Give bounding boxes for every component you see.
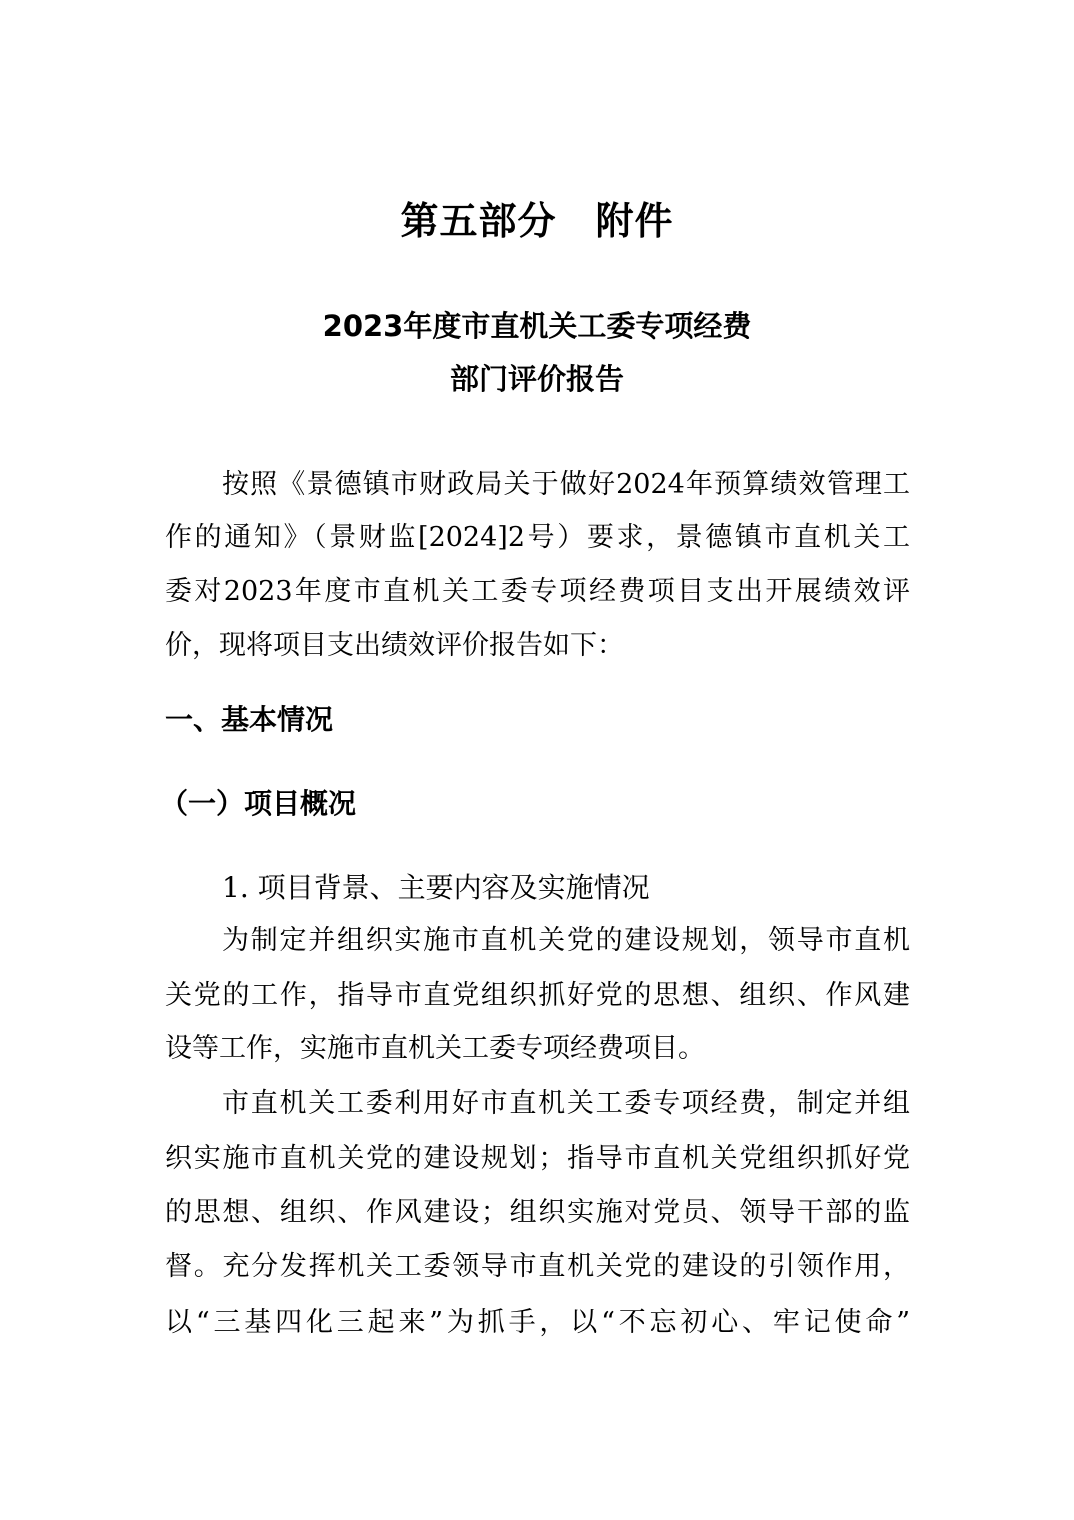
report-title-line-2: 部门评价报告 xyxy=(449,362,624,396)
intro-line: 委对2023年度市直机关工委专项经费项目支出开展绩效评 xyxy=(165,576,910,607)
body-line: 关党的工作，指导市直党组织抓好党的思想、组织、作风建 xyxy=(165,980,910,1011)
body-line: 织实施市直机关党的建设规划；指导市直机关党组织抓好党 xyxy=(165,1143,910,1174)
body-line: 的思想、组织、作风建设；组织实施对党员、领导干部的监 xyxy=(165,1197,910,1228)
intro-line: 按照《景德镇市财政局关于做好2024年预算绩效管理工 xyxy=(222,469,910,500)
intro-line: 作的通知》（景财监[2024]2号）要求，景德镇市直机关工 xyxy=(165,522,910,553)
body-line: 督。充分发挥机关工委领导市直机关党的建设的引领作用， xyxy=(165,1251,910,1282)
section-title: 第五部分 附件 xyxy=(400,199,674,243)
intro-line: 价，现将项目支出绩效评价报告如下： xyxy=(165,630,624,661)
heading-project-background: 1. 项目背景、主要内容及实施情况 xyxy=(222,871,650,904)
body-line: 市直机关工委利用好市直机关工委专项经费，制定并组 xyxy=(222,1088,910,1119)
heading-project-overview: （一）项目概况 xyxy=(160,787,357,820)
heading-basic-situation: 一、基本情况 xyxy=(165,703,334,736)
report-title-line-1: 2023年度市直机关工委专项经费 xyxy=(322,309,752,343)
body-line: 设等工作，实施市直机关工委专项经费项目。 xyxy=(165,1033,705,1064)
body-line: 为制定并组织实施市直机关党的建设规划，领导市直机 xyxy=(222,925,910,956)
body-line: 以“三基四化三起来”为抓手，以“不忘初心、牢记使命” xyxy=(165,1307,910,1338)
